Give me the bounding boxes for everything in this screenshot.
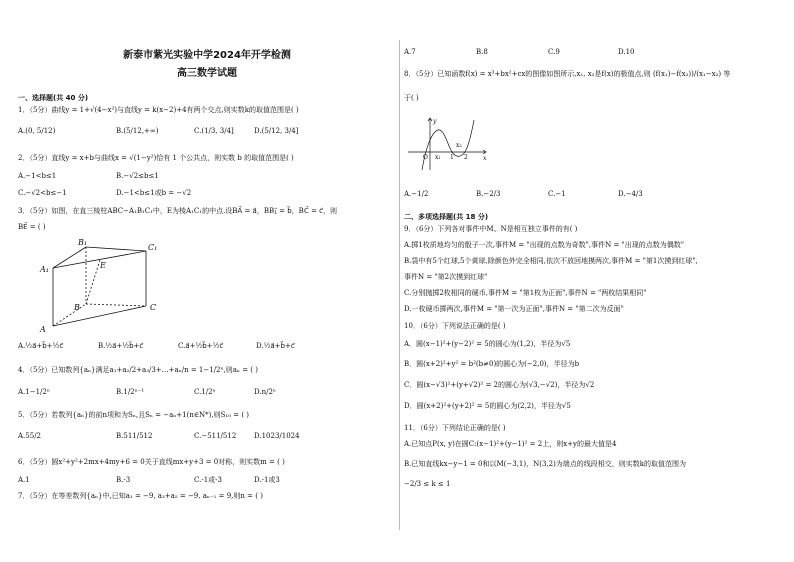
question-1: 1．（5分）曲线y = 1+√(4−x²)与直线y = k(x−2)+4有两个交点,则实数k的取值范围是( )	[18, 106, 299, 114]
q2-option-a: A.−1<b≤1	[18, 172, 57, 180]
label-x2: x₂	[456, 142, 462, 149]
q9-option-c: C.分别抛掷2枚相同的硬币,事件M = "第1枚为正面",事件N = "两枚结果相同"	[404, 289, 647, 297]
q3-option-c: C.a⃗+½b⃗+½c⃗	[178, 342, 224, 350]
label-a1: A₁	[40, 265, 49, 274]
q3-option-d: D.½a⃗+b⃗+c⃗	[256, 342, 295, 350]
right-column	[404, 0, 782, 562]
q11-option-a: A.已知点P(x, y)在圆C:(x−1)²+(y−1)² = 2上，则x+y的最大值是4	[404, 440, 617, 448]
column-divider	[399, 40, 400, 530]
q4-option-c: C.1/2ⁿ	[194, 388, 216, 396]
label-x-axis: x	[483, 155, 487, 162]
q7-option-b: B.8	[476, 48, 488, 56]
q1-option-c: C.(1/3, 3/4]	[194, 127, 234, 135]
question-7: 7．（5分）在等差数列{aₙ}中,已知a₁ = −9, a₃+a₅ = −9, aₙ₋₁ = 9,则n = ( )	[18, 492, 263, 500]
q10-option-d: D．圆(x+2)²+(y+2)² = 5的圆心为(2,2)，半径为√5	[404, 402, 571, 410]
q8-option-c: C.−1	[548, 190, 566, 198]
label-a: A	[40, 325, 46, 334]
label-two: 2	[464, 154, 468, 161]
section-1-title: 一、选择题(共 40 分)	[18, 94, 89, 102]
q9-option-a: A.掷1枚质地均匀的骰子一次,事件M = "出现的点数为奇数",事件N = "出现的点数为偶数"	[404, 241, 684, 249]
q8-option-a: A.−1/2	[404, 190, 429, 198]
q6-option-a: A.1	[18, 476, 30, 484]
question-11: 11．（6分）下列结论正确的是( )	[404, 424, 506, 432]
q5-option-a: A.55/2	[18, 432, 41, 440]
label-e: E	[100, 261, 106, 270]
q7-option-c: C.9	[548, 48, 560, 56]
label-y-axis: y	[433, 118, 437, 125]
question-9: 9．（6分）下列各对事件中M、N是相互独立事件的有( )	[404, 225, 578, 233]
q8-option-b: B.−2/3	[476, 190, 501, 198]
label-c: C	[150, 303, 157, 312]
label-one: 1	[450, 154, 454, 161]
q6-option-b: B.-3	[116, 476, 131, 484]
question-10: 10．（6分）下列说法正确的是( )	[404, 322, 506, 330]
q10-option-c: C．圆(x−√3)²+(y+√2)² = 2的圆心为(√3,−√2)，半径为√2	[404, 381, 595, 389]
label-b1: B₁	[78, 238, 88, 247]
q4-option-b: B.1/2ⁿ⁻¹	[116, 388, 145, 396]
q5-option-c: C.−511/512	[194, 432, 237, 440]
q6-option-c: C.-1或-3	[194, 476, 222, 484]
school-title: 新泰市紫光实验中学2024年开学检测	[123, 50, 291, 61]
q7-option-a: A.7	[404, 48, 416, 56]
q2-option-c: C.−√2<b≤−1	[18, 189, 67, 197]
question-3: 3．（5分）如图，在直三棱柱ABC−A₁B₁C₁中，E为棱A₁C₁的中点.设BA⃗ = a⃗，BB₁⃗ = b⃗，BC⃗ = c⃗，则	[18, 207, 338, 215]
q1-option-a: A.(0, 5/12)	[18, 127, 56, 135]
q1-option-b: B.(5/12,+∞)	[116, 127, 159, 135]
q3-option-b: B.½a⃗+½b⃗+c⃗	[98, 342, 144, 350]
edge-bc	[86, 304, 146, 306]
label-c1: C₁	[148, 243, 158, 252]
q5-option-b: B.511/512	[116, 432, 153, 440]
q9-option-b: B.袋中有5个红球,5个黄球,除颜色外完全相同,依次不放回地摸两次,事件M = "第1次摸到红球",	[404, 257, 698, 265]
q9-option-d: D.一枚硬币掷两次,事件M = "第一次为正面",事件N = "第二次为反面"	[404, 305, 624, 313]
q8-option-d: D.−4/3	[618, 190, 643, 198]
q1-option-d: D.(5/12, 3/4]	[254, 127, 299, 135]
question-6: 6．（5分）圆x²+y²+2mx+4my+6 = 0关于直线mx+y+3 = 0对称，则实数m = ( )	[18, 458, 285, 466]
q4-option-a: A.1−1/2ⁿ	[18, 388, 50, 396]
question-8-cont: 于( )	[404, 94, 419, 102]
q11-option-b-cont: −2/3 ≤ k ≤ 1	[404, 480, 451, 488]
q6-option-d: D.-1或3	[254, 476, 280, 484]
q2-option-b: B.−√2≤b≤1	[116, 172, 159, 180]
q10-option-a: A．圆(x−1)²+(y−2)² = 5的圆心为(1,2)，半径为√5	[404, 340, 571, 348]
prism-figure	[38, 236, 178, 336]
question-8: 8．（5分）已知函数f(x) = x³+bx²+cx的图像如图所示,x₁, x₂是f(x)的极值点,则 (f(x₁)−f(x₂))/(x₁−x₂) 等	[404, 70, 731, 78]
exam-title: 高三数学试题	[177, 68, 237, 79]
q3-option-a: A.½a⃗+b⃗+½c⃗	[18, 342, 64, 350]
label-b: B	[74, 303, 80, 312]
q7-option-d: D.10	[618, 48, 635, 56]
question-2: 2．（5分）直线y = x+b与曲线x = √(1−y²)恰有 1 个公共点，则实数 b 的取值范围是( )	[18, 154, 294, 162]
label-origin: O	[423, 154, 428, 161]
edge-ac	[53, 306, 146, 326]
question-5: 5．（5分）若数列{aₙ}的前n项和为Sₙ,且Sₙ = −aₙ+1(n∈N*),则S₁₀ = ( )	[18, 411, 250, 419]
question-3-cont: BE⃗ = ( )	[18, 223, 46, 231]
q4-option-d: D.n/2ⁿ	[254, 388, 276, 396]
left-column	[18, 0, 396, 562]
q10-option-b: B．圆(x+2)²+y² = b²(b≠0)的圆心为(−2,0)，半径为b	[404, 360, 580, 368]
function-graph	[404, 116, 490, 172]
q5-option-d: D.1023/1024	[254, 432, 300, 440]
question-4: 4．（5分）已知数列{aₙ}满足a₁+a₂/2+a₃/3+…+aₙ/n = 1−1/2ⁿ,则aₙ = ( )	[18, 366, 258, 374]
edge-b1c1	[86, 247, 146, 251]
q11-option-b: B.已知直线kx−y−1 = 0和以M(−3,1)，N(3,2)为端点的线段相交，则实数k的取值范围为	[404, 460, 687, 468]
segment-be	[86, 260, 100, 304]
q2-option-d: D.−1<b≤1或b = −√2	[116, 189, 192, 197]
label-x1: x₁	[435, 154, 441, 161]
section-2-title: 二、多项选择题(共 18 分)	[404, 213, 489, 221]
q9-option-b-cont: 事件N = "第2次摸到红球"	[404, 273, 488, 281]
